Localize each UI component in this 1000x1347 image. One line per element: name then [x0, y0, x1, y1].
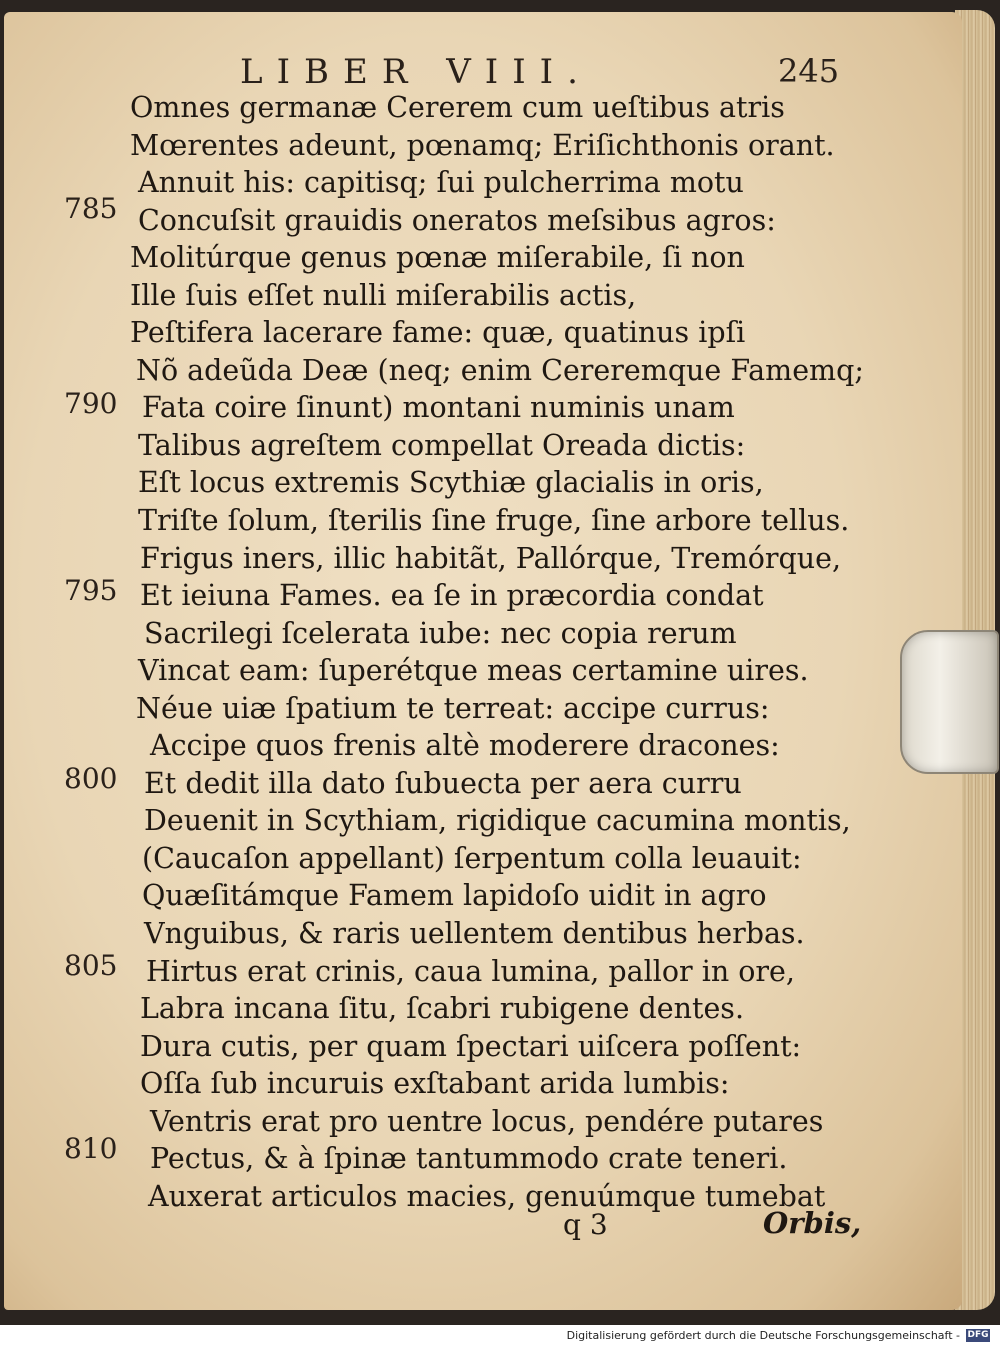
verse-line: Néue uiæ ſpatium te terreat: accipe currus: — [136, 691, 770, 725]
verse-line: Omnes germanæ Cererem cum ueſtibus atris — [130, 91, 785, 124]
page-number: 245 — [778, 52, 840, 90]
verse-line: Pectus, & à ſpinæ tantummodo crate teneri. — [150, 1142, 788, 1176]
verse-line: Labra incana ſitu, ſcabri rubigene dentes. — [140, 992, 744, 1026]
funding-notice: Digitalisierung gefördert durch die Deutsche Forschungsgemeinschaft - — [566, 1329, 960, 1342]
verse-line: Dura cutis, per quam ſpectari uiſcera poſſent: — [140, 1029, 802, 1063]
verse-line: Triſte ſolum, ſterilis ſine fruge, ſine arbore tellus. — [138, 504, 850, 538]
verse-number: 805 — [64, 949, 118, 982]
verse-number: 800 — [64, 762, 118, 795]
verse-line: Peſtifera lacerare fame: quæ, quatinus ipſi — [130, 316, 746, 350]
verse-line: Eſt locus extremis Scythiæ glacialis in oris, — [138, 466, 764, 500]
verse-line: Fata coire ſinunt) montani numinis unam — [142, 391, 735, 425]
catchword: Orbis, — [763, 1206, 862, 1240]
verse-line: Vincat eam: ſuperétque meas certamine uires. — [138, 654, 809, 688]
book-clasp — [900, 630, 999, 774]
verse-line: Annuit his: capitisq; ſui pulcherrima motu — [138, 166, 744, 200]
verse-line: Ventris erat pro uentre locus, pendére putares — [150, 1104, 824, 1138]
verse-line: Oſſa ſub incuruis exſtabant arida lumbis: — [140, 1067, 730, 1101]
footer-bar — [0, 1325, 1000, 1347]
verse-line: Et dedit illa dato ſubuecta per aera curru — [144, 766, 742, 800]
verse-number: 785 — [64, 192, 118, 225]
dfg-logo-icon: DFG — [967, 1330, 989, 1340]
verse-line: (Caucaſon appellant) ſerpentum colla leuauit: — [142, 841, 802, 875]
verse-line: Et ieiuna Fames. ea ſe in præcordia condat — [140, 579, 764, 613]
verse-line: Quæſitámque Famem lapidoſo uidit in agro — [142, 879, 767, 913]
signature-mark: q 3 — [563, 1208, 608, 1241]
verse-line: Concuſsit grauidis oneratos meſsibus agros: — [138, 203, 776, 237]
verse-line: Accipe quos frenis altè moderere dracones: — [150, 729, 780, 763]
verse-line: Sacrilegi ſcelerata iube: nec copia rerum — [144, 616, 737, 650]
verse-line: Deuenit in Scythiam, rigidique cacumina montis, — [144, 804, 851, 838]
verse-line: Mœrentes adeunt, pœnamq; Eriſichthonis orant. — [130, 128, 835, 162]
verse-number: 795 — [64, 574, 118, 607]
verse-number: 790 — [64, 387, 118, 420]
verse-line: Vnguibus, & raris uellentem dentibus herbas. — [144, 917, 805, 951]
verse-number: 810 — [64, 1132, 118, 1165]
verse-line: Talibus agreſtem compellat Oreada dictis: — [138, 428, 746, 462]
verse-line: Molitúrque genus pœnæ miſerabile, ſi non — [130, 241, 745, 275]
verse-text — [130, 89, 890, 1215]
verse-line: Frigus iners, illic habitãt, Pallórque, Tremórque, — [140, 541, 842, 575]
verse-line: Hirtus erat crinis, caua lumina, pallor in ore, — [146, 954, 795, 988]
verse-line: Auxerat articulos macies, genuúmque tumebat — [148, 1179, 826, 1213]
running-header: LIBER VIII. — [240, 52, 592, 92]
verse-line: Ille ſuis eſſet nulli miſerabilis actis, — [130, 278, 637, 312]
verse-line: Nõ adeũda Deæ (neq; enim Cereremque Famemq; — [136, 353, 864, 387]
